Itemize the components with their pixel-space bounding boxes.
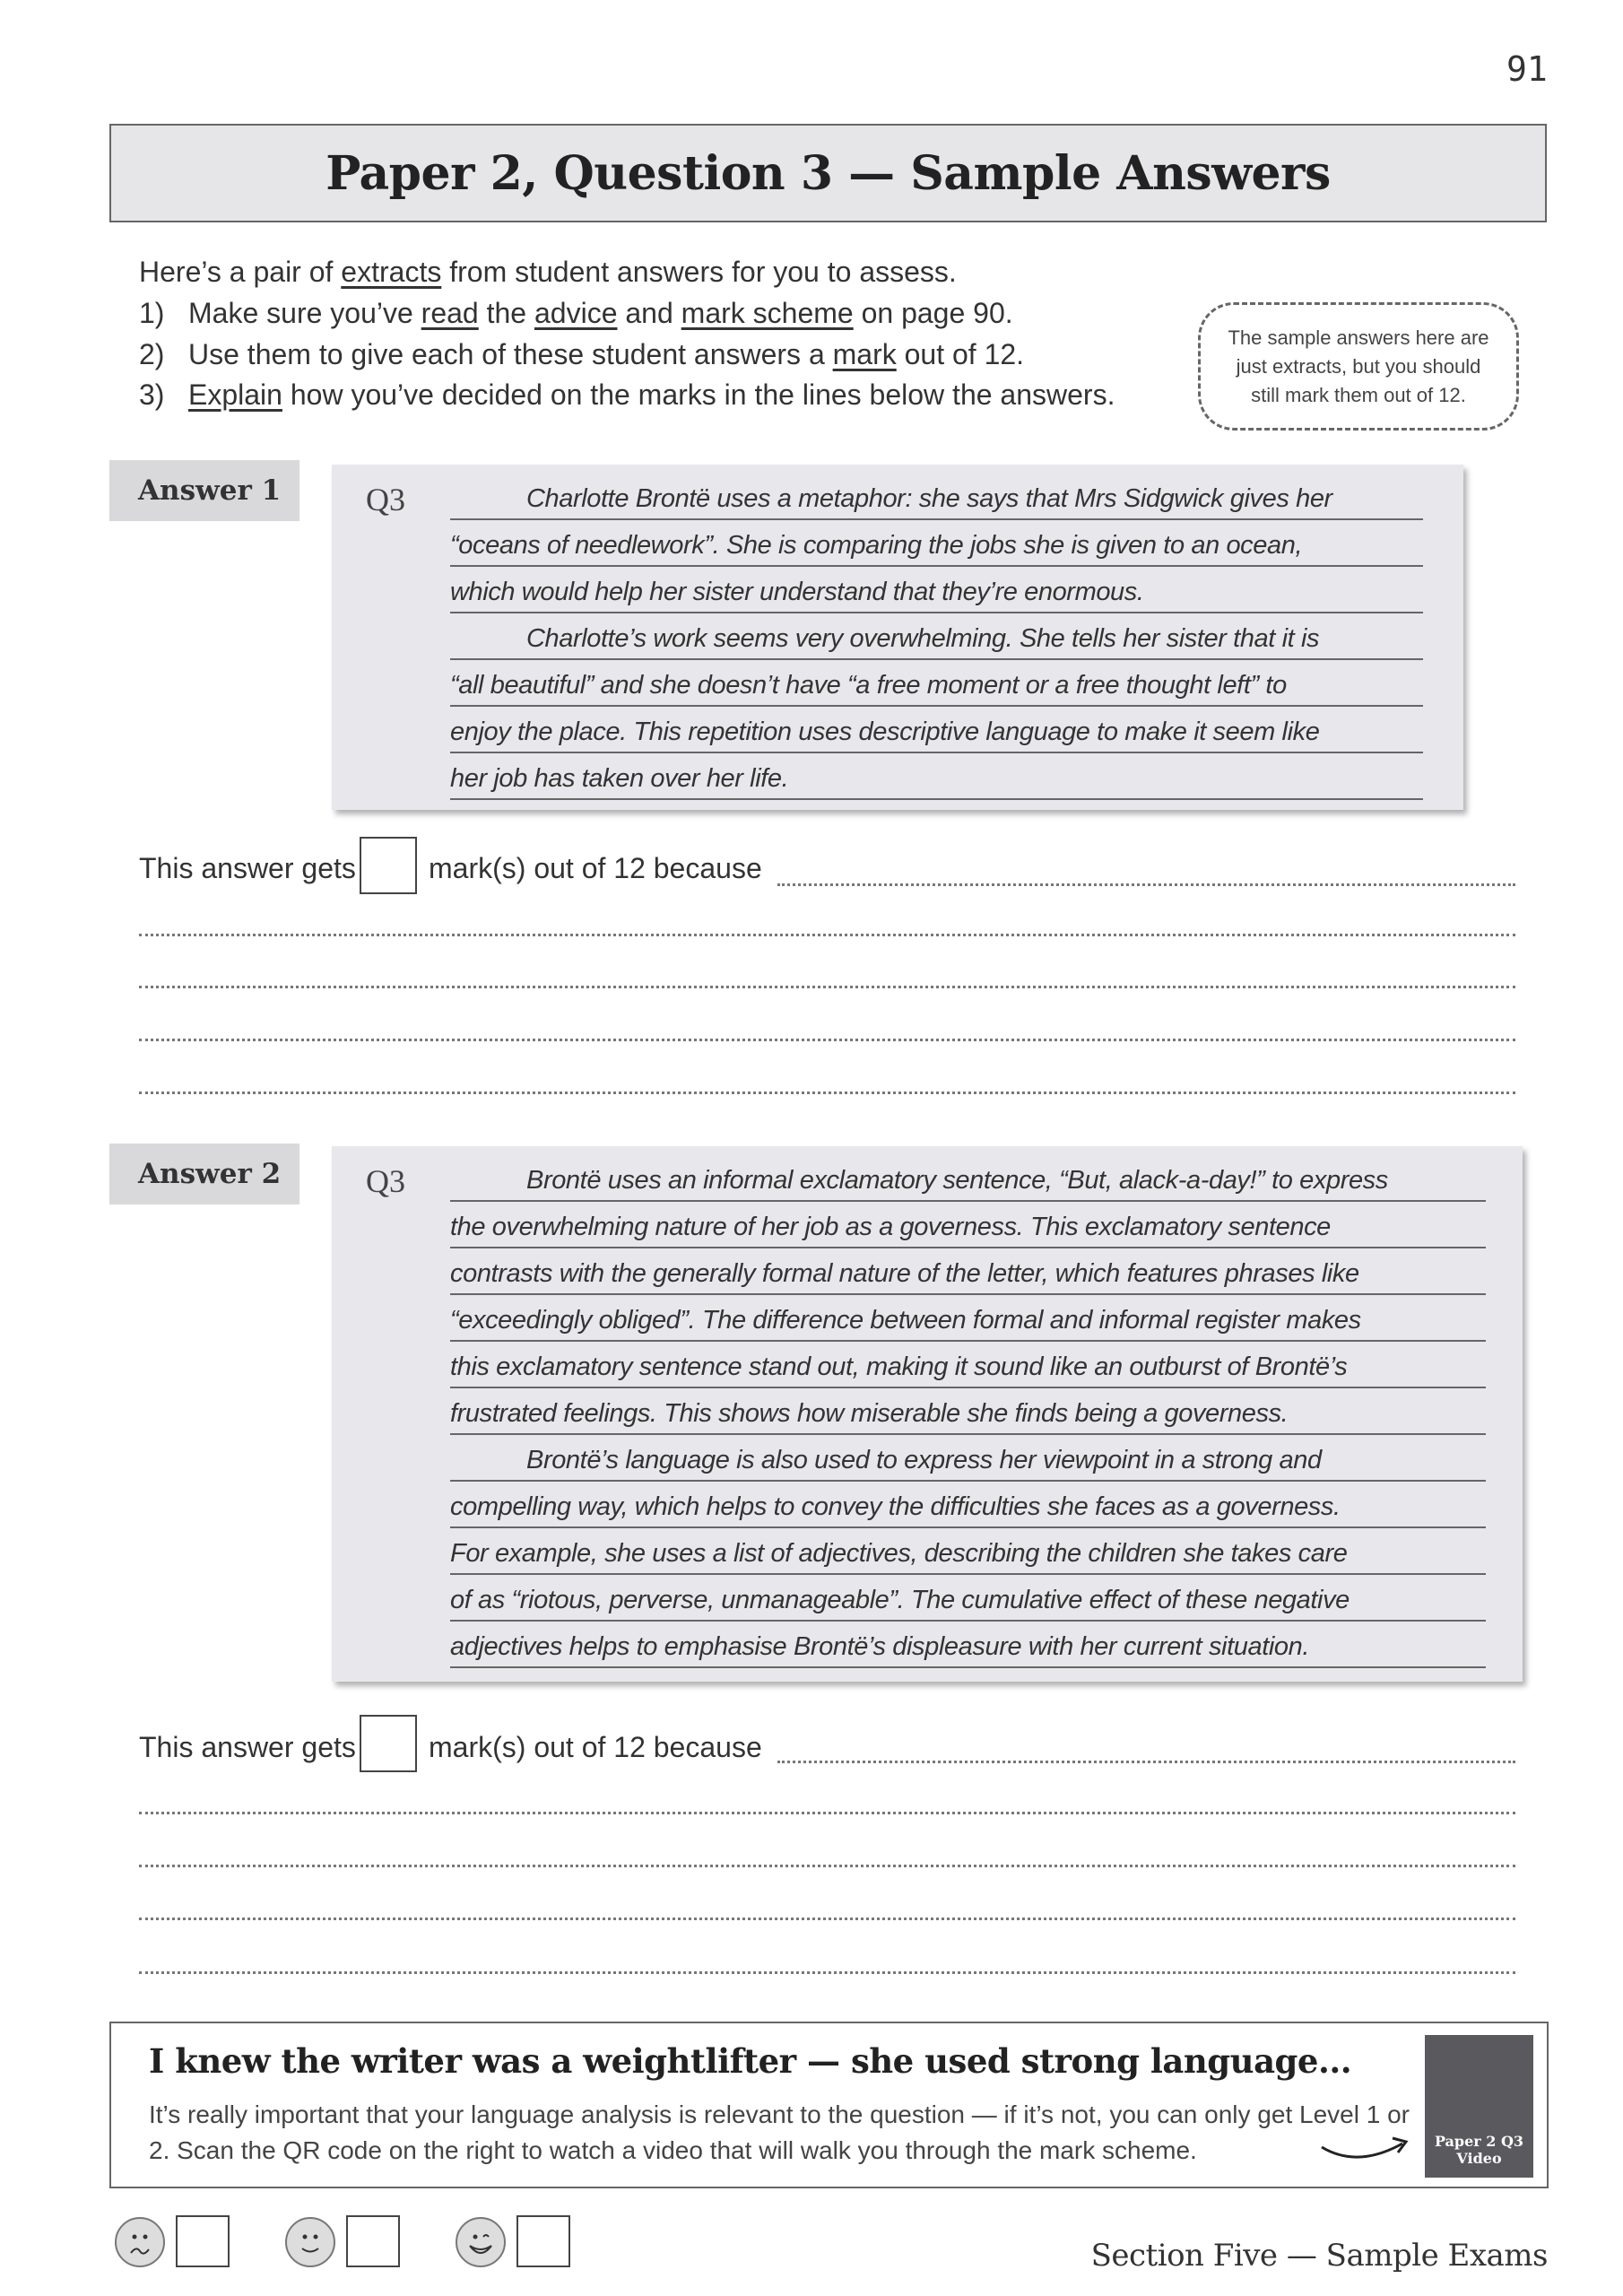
question-number: Q3 [366,1163,405,1199]
answer-line: “all beautiful” and she doesn’t have “a free moment or a free thought left” to [450,660,1423,707]
tip-body: It’s really important that your language analysis is relevant to the question — if it’s not, you can only get Level 1 or 2. Scan the QR code on the right to watch a video that will walk you through the mark scheme. [149,2100,1410,2164]
answer-line: enjoy the place. This repetition uses descriptive language to make it seem like [450,707,1423,753]
qr-label: Paper 2 Q3 [1434,2133,1524,2150]
sad-face-icon [115,2217,165,2267]
answer-line: frustrated feelings. This shows how miserable she finds being a governess. [450,1388,1486,1435]
mark-suffix: mark(s) out of 12 because [429,852,762,884]
instruction-2: 2) Use them to give each of these student answers a mark out of 12. [139,338,1025,370]
answer-line: the overwhelming nature of her job as a governess. This exclamatory sentence [450,1202,1486,1248]
answer-line: Brontë’s language is also used to express her viewpoint in a strong and [450,1435,1486,1482]
self-assess-checkbox-2[interactable] [346,2215,400,2267]
writing-line[interactable] [139,1812,1515,1814]
curved-arrow-icon [1317,2131,1416,2167]
mark-input-answer-1[interactable] [360,837,417,894]
mark-suffix: mark(s) out of 12 because [429,1731,762,1763]
answer-line: adjectives helps to emphasise Brontë’s displeasure with her current situation. [450,1622,1486,1668]
writing-line[interactable] [139,986,1515,988]
question-number: Q3 [366,482,405,517]
answer-line: For example, she uses a list of adjectives, describing the children she takes care [450,1528,1486,1575]
qr-code[interactable] [1425,2035,1533,2178]
answer-line: Charlotte’s work seems very overwhelming. She tells her sister that it is [450,613,1423,660]
answer-2-box [332,1146,1523,1682]
page-title: Paper 2, Question 3 — Sample Answers [325,145,1331,201]
answer-1-box [332,465,1463,810]
answer-line: “exceedingly obliged”. The difference between formal and informal register makes [450,1295,1486,1342]
neutral-face-icon [285,2217,335,2267]
answer-line: her job has taken over her life. [450,753,1423,800]
writing-line[interactable] [777,883,1515,886]
instruction-1: 1) Make sure you’ve read the advice and mark scheme on page 90. [139,297,1013,329]
section-footer: Section Five — Sample Exams [1090,2238,1548,2274]
self-assess-checkbox-3[interactable] [516,2215,570,2267]
mark-input-answer-2[interactable] [360,1715,417,1772]
qr-label: Video [1456,2150,1502,2167]
answer-1-label: Answer 1 [109,460,299,521]
answer-line: this exclamatory sentence stand out, making it sound like an outburst of Brontë’s [450,1342,1486,1388]
tip-box [109,2022,1549,2188]
answer-line: Brontë uses an informal exclamatory sentence, “But, alack-a-day!” to express [450,1155,1486,1202]
writing-line[interactable] [139,1918,1515,1920]
answer-line: which would help her sister understand that they’re enormous. [450,567,1423,613]
intro-line: Here’s a pair of extracts from student answers for you to assess. [139,256,957,288]
tip-title: I knew the writer was a weightlifter — she used strong language... [149,2041,1352,2081]
writing-line[interactable] [139,934,1515,936]
writing-line[interactable] [139,1091,1515,1094]
writing-line[interactable] [139,1971,1515,1974]
happy-face-icon [456,2217,506,2267]
answer-line: Charlotte Brontë uses a metaphor: she says that Mrs Sidgwick gives her [450,474,1423,520]
answer-2-label: Answer 2 [109,1144,299,1205]
writing-line[interactable] [777,1761,1515,1763]
self-assess-checkbox-1[interactable] [176,2215,230,2267]
instruction-3: 3) Explain how you’ve decided on the marks in the lines below the answers. [139,378,1115,411]
mark-prefix: This answer gets [139,1731,356,1763]
answer-line: of as “riotous, perverse, unmanageable”. The cumulative effect of these negative [450,1575,1486,1622]
note-callout [1198,302,1519,430]
answer-line: contrasts with the generally formal nature of the letter, which features phrases like [450,1248,1486,1295]
note-text: The sample answers here are just extracts, but you should still mark them out of 12. [1228,326,1489,406]
page-number: 91 [1506,49,1548,89]
mark-prefix: This answer gets [139,852,356,884]
answer-line: “oceans of needlework”. She is comparing the jobs she is given to an ocean, [450,520,1423,567]
writing-line[interactable] [139,1039,1515,1041]
writing-line[interactable] [139,1865,1515,1867]
page-title-box [109,124,1547,222]
answer-line: compelling way, which helps to convey the difficulties she faces as a governess. [450,1482,1486,1528]
